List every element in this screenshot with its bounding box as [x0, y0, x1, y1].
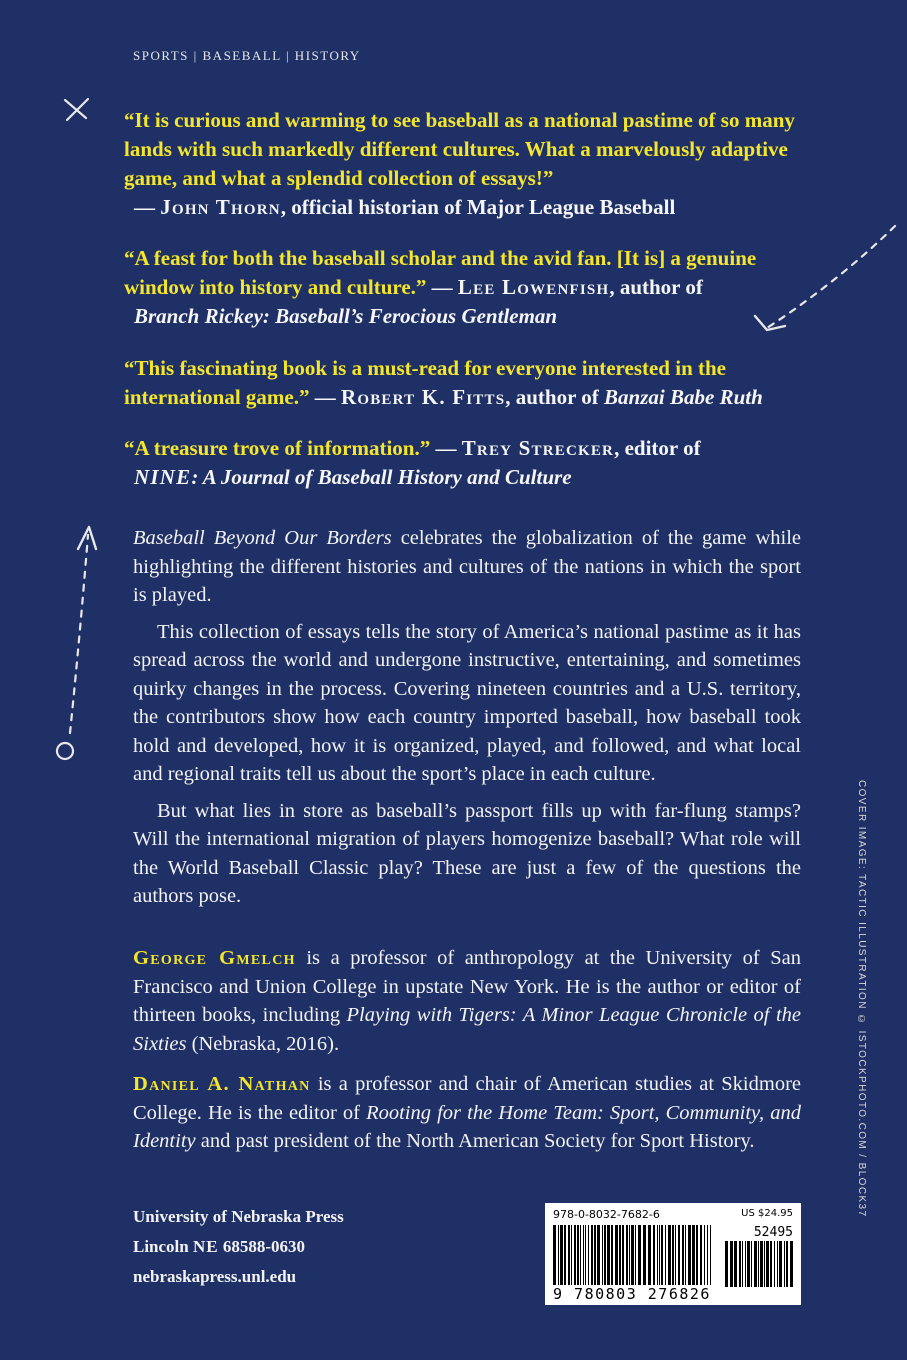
publisher-info: [133, 1202, 344, 1292]
barcode-bar: [602, 1225, 603, 1285]
description-text: celebrates the globalization of the game while highlighting the different histories and cultures of the nations in which the sport is played.: [133, 527, 801, 606]
blurb-author-role: , editor of: [614, 436, 701, 460]
isbn-barcode: [545, 1203, 801, 1305]
blurb-dash: —: [435, 436, 457, 460]
barcode-bar: [707, 1225, 708, 1285]
blurb-author-work: Banzai Babe Ruth: [604, 385, 763, 409]
barcode-digits: 9 780803 276826: [553, 1285, 711, 1303]
blurb-journal-abbrev: NINE: [134, 465, 192, 489]
blurb-author-name: Trey Strecker: [461, 436, 615, 460]
bio-book: Playing with Tigers: A Minor League Chronicle of the Sixties: [133, 1004, 801, 1055]
publisher-name: University of Nebraska Press: [133, 1207, 344, 1226]
barcode-bar: [682, 1225, 684, 1285]
category-label: SPORTS | BASEBALL | HISTORY: [133, 48, 361, 63]
barcode-bar: [560, 1225, 563, 1285]
price-label: US $24.95: [741, 1208, 793, 1219]
bio-name: George Gmelch: [133, 947, 296, 969]
barcode-bar: [604, 1225, 606, 1285]
blurb-author-name: John Thorn: [160, 195, 281, 219]
barcode-bar: [591, 1225, 593, 1285]
bio-george-gmelch: [133, 944, 801, 1058]
blurb-text: “A feast for both the baseball scholar and the avid fan. [It is] a genuine window into history and culture.”: [124, 246, 757, 299]
barcode-bar: [553, 1225, 556, 1285]
barcode-bar: [760, 1241, 763, 1287]
barcode-bar: [700, 1225, 702, 1285]
barcode-bar: [730, 1241, 733, 1287]
barcode-bar: [607, 1225, 610, 1285]
book-title: Baseball Beyond Our Borders: [133, 527, 392, 549]
blurb-author-work: Branch Rickey: Baseball’s Ferocious Gentleman: [134, 304, 558, 328]
barcode-bar: [568, 1225, 570, 1285]
barcode-bar: [784, 1241, 785, 1287]
barcode-bar: [611, 1225, 613, 1285]
barcode-bar: [754, 1241, 757, 1287]
barcode-bar: [580, 1225, 581, 1285]
barcode-bar: [574, 1225, 576, 1285]
publisher-state: NE: [193, 1237, 219, 1256]
barcode-bar: [631, 1225, 634, 1285]
blurb-text: “This fascinating book is a must-read for everyone interested in the international game.”: [124, 356, 726, 409]
blurb-text: “A treasure trove of information.”: [124, 436, 431, 460]
barcode-bar: [742, 1241, 743, 1287]
blurb-author-name: Robert K. Fitts: [340, 385, 506, 409]
barcode-bar: [657, 1225, 658, 1285]
description-paragraph-2: This collection of essays tells the story of America’s national pastime as it has spread across the world and undergone instructive, entertaining, and sometimes quirky changes in the process. Covering nineteen countries and a U.S. territory, the contributors show how each country imported baseball, how baseball took hold and developed, how it is organized, played, and followed, and what local and regional traits tell us about the sport’s place in each culture.: [133, 620, 801, 785]
barcode-bar: [779, 1241, 782, 1287]
bio-text-end: (Nebraska, 2016).: [186, 1032, 340, 1055]
blurb-author-role: , author of: [609, 275, 703, 299]
barcode-bar: [770, 1241, 772, 1287]
barcode-bar: [571, 1225, 572, 1285]
barcode-bar: [558, 1225, 559, 1285]
barcode-bar: [764, 1241, 765, 1287]
barcode-bar: [675, 1225, 676, 1285]
barcode-bar: [774, 1241, 775, 1287]
barcode-bar: [585, 1225, 586, 1285]
barcode-bar: [665, 1225, 666, 1285]
barcode-bar: [786, 1241, 788, 1287]
isbn-number: 978-0-8032-7682-6: [553, 1208, 660, 1221]
barcode-bar: [777, 1241, 778, 1287]
barcode-bar: [734, 1241, 737, 1287]
blurb-author-role: , official historian of Major League Baseball: [280, 195, 676, 219]
publisher-address: [133, 1232, 344, 1262]
barcode-bar: [653, 1225, 655, 1285]
barcode-bar: [597, 1225, 600, 1285]
author-bios: [133, 944, 801, 1156]
blurb-dash: —: [431, 275, 453, 299]
barcode-bars-icon: [553, 1225, 713, 1285]
barcode-bar: [648, 1225, 651, 1285]
chalk-x-mark-icon: [62, 96, 92, 122]
barcode-bar: [751, 1241, 752, 1287]
blurb-dash: —: [134, 195, 155, 219]
description-paragraph-3: But what lies in store as baseball’s passport fills up with far-flung stamps? Will the international migration of players homogenize baseball? What role will the World Baseball Classic play? These are just a few of the questions the authors pose.: [133, 799, 801, 907]
barcode-bar: [594, 1225, 596, 1285]
barcode-bar: [615, 1225, 618, 1285]
barcode-bar: [747, 1241, 750, 1287]
barcode-bar: [692, 1225, 695, 1285]
barcode-bar: [635, 1225, 636, 1285]
barcode-bar: [685, 1225, 686, 1285]
barcode-bar: [725, 1241, 728, 1287]
bio-daniel-nathan: [133, 1070, 801, 1156]
blurb-robert-fitts: [124, 354, 814, 412]
publisher-url: nebraskapress.unl.edu: [133, 1267, 297, 1286]
description-paragraph-1: [133, 524, 801, 610]
bio-text-end: and past president of the North American Society for Sport History.: [195, 1130, 755, 1152]
barcode-bar: [790, 1241, 793, 1287]
bio-text: is a professor of anthropology at the University of San Francisco and Union College in upstate New York. He is the author or editor of thirteen books, including: [133, 947, 801, 1026]
barcode-bar: [659, 1225, 660, 1285]
barcode-bar: [688, 1225, 691, 1285]
barcode-bar: [577, 1225, 579, 1285]
barcode-bar: [661, 1225, 663, 1285]
barcode-bar: [672, 1225, 674, 1285]
blurb-john-thorn: [124, 106, 814, 222]
barcode-bar: [622, 1225, 624, 1285]
bio-text: is a professor and chair of American studies at Skidmore College. He is the editor of: [133, 1073, 801, 1124]
cover-image-credit: COVER IMAGE: TACTIC ILLUSTRATION © ISTOCKPHOTO.COM / BLOCK37: [856, 780, 867, 1218]
blurb-dash: —: [314, 385, 336, 409]
bio-name: Daniel A. Nathan: [133, 1073, 311, 1095]
blurb-text: “It is curious and warming to see baseball as a national pastime of so many lands with such markedly different cultures. What a marvelously adaptive game, and what a splendid collection of essays!”: [124, 108, 795, 190]
publisher-city: Lincoln: [133, 1237, 189, 1256]
barcode-bar: [583, 1225, 584, 1285]
barcode-bar: [704, 1225, 705, 1285]
barcode-bar: [588, 1225, 589, 1285]
barcode-bar: [626, 1225, 628, 1285]
chalk-dotted-up-arrow-icon: [50, 515, 110, 775]
barcode-bar: [619, 1225, 621, 1285]
book-description: [133, 524, 801, 911]
barcode-bar: [766, 1241, 769, 1287]
barcode-bar: [668, 1225, 671, 1285]
barcode-bar: [758, 1241, 759, 1287]
blurb-lee-lowenfish: [124, 244, 814, 331]
price-code: 52495: [753, 1225, 793, 1240]
blurb-author-work: : A Journal of Baseball History and Culture: [191, 465, 572, 489]
barcode-bar: [696, 1225, 698, 1285]
bio-book: Rooting for the Home Team: Sport, Community, and Identity: [133, 1101, 802, 1152]
blurb-trey-strecker: [124, 434, 814, 492]
publisher-zip: 68588-0630: [222, 1237, 306, 1256]
barcode-bar: [638, 1225, 641, 1285]
barcode-bar: [643, 1225, 646, 1285]
barcode-bar: [564, 1225, 566, 1285]
barcode-bar: [739, 1241, 741, 1287]
barcode-bar: [629, 1225, 630, 1285]
barcode-bar: [745, 1241, 746, 1287]
blurb-author-role: , author of: [505, 385, 599, 409]
barcode-bar: [678, 1225, 680, 1285]
barcode-bar: [710, 1225, 711, 1285]
blurb-author-name: Lee Lowenfish: [457, 275, 610, 299]
barcode-addon-bars-icon: [725, 1241, 793, 1287]
